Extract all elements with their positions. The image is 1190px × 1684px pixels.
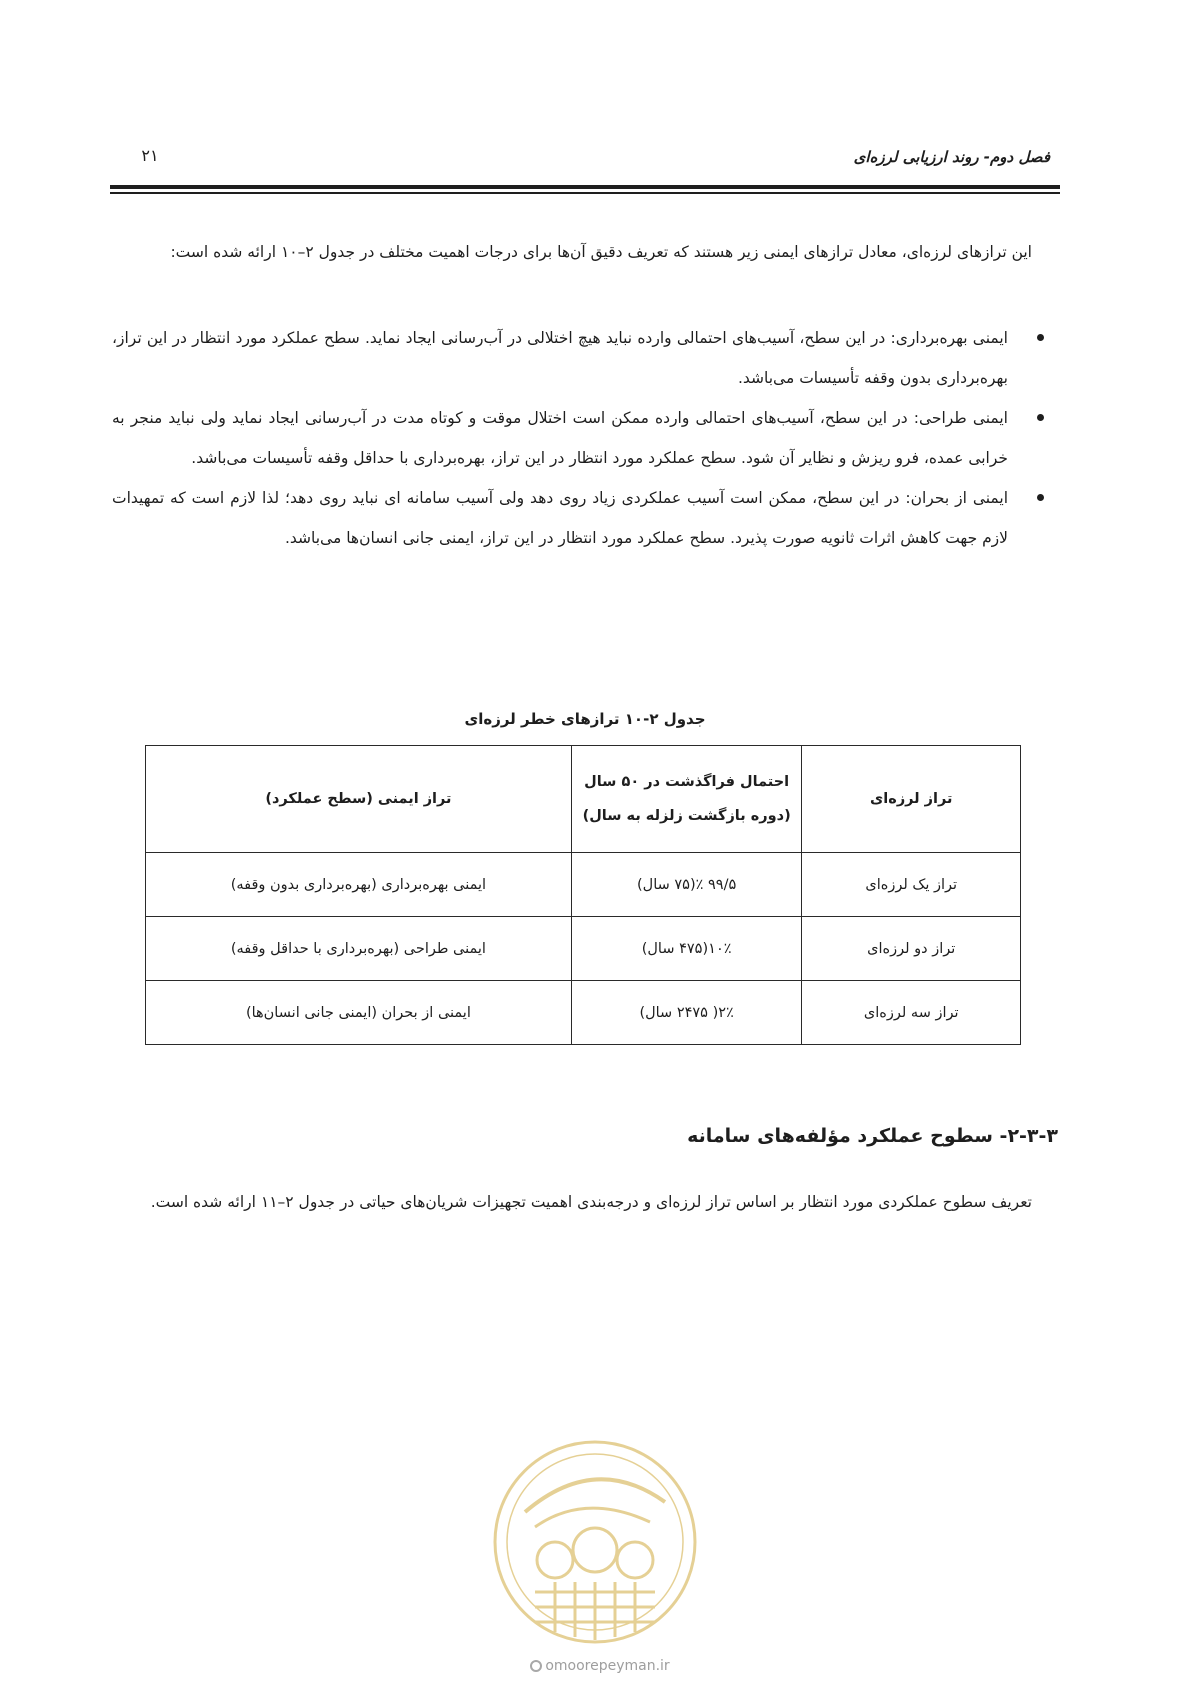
bullet-icon <box>1037 414 1044 421</box>
list-item-text: ایمنی طراحی: در این سطح، آسیب‌های احتمالی وارده ممکن است اختلال موقت و کوتاه مدت در آب‌رسانی ایجاد نماید ولی نباید منجر به خرابی عمده، فرو ریزش و نظایر آن شود. سطح عملکرد مورد انتظار در این تراز، بهره‌برداری با حداقل وقفه تأسیسات می‌باشد. <box>112 409 1008 467</box>
watermark-logo-icon <box>475 1432 715 1652</box>
table-row <box>146 853 1021 917</box>
cell-safety: ایمنی بهره‌برداری (بهره‌برداری بدون وقفه) <box>146 853 572 917</box>
list-item <box>112 478 1058 558</box>
watermark-site-text: omoorepeyman.ir <box>545 1658 670 1674</box>
header-probability <box>571 746 802 853</box>
section-paragraph: تعریف سطوح عملکردی مورد انتظار بر اساس تراز لرزه‌ای و درجه‌بندی اهمیت تجهیزات شریان‌های حیاتی در جدول ۲–۱۱ ارائه شده است. <box>150 1193 1032 1211</box>
header-rule-thin <box>110 192 1060 194</box>
intro-paragraph: این ترازهای لرزه‌ای، معادل ترازهای ایمنی زیر هستند که تعریف دقیق آن‌ها برای درجات اهمیت مختلف در جدول ۲–۱۰ ارائه شده است: <box>170 243 1032 261</box>
globe-icon <box>530 1660 542 1672</box>
cell-safety: ایمنی طراحی (بهره‌برداری با حداقل وقفه) <box>146 917 572 981</box>
cell-level: تراز یک لرزه‌ای <box>802 853 1021 917</box>
cell-level: تراز سه لرزه‌ای <box>802 981 1021 1045</box>
seismic-hazard-table <box>145 745 1021 1045</box>
list-item-text: ایمنی از بحران: در این سطح، ممکن است آسیب عملکردی زیاد روی دهد ولی آسیب سامانه ای نباید روی دهد؛ لذا لازم است که تمهیدات لازم جهت کاهش اثرات ثانویه صورت پذیرد. سطح عملکرد مورد انتظار در این تراز، ایمنی جانی انسان‌ها می‌باشد. <box>112 489 1008 547</box>
page-number: ۲۱ <box>141 146 159 165</box>
header-level: تراز لرزه‌ای <box>802 746 1021 853</box>
cell-level: تراز دو لرزه‌ای <box>802 917 1021 981</box>
watermark-site <box>480 1658 720 1674</box>
cell-probability: ۹۹/۵ ٪(۷۵ سال) <box>571 853 802 917</box>
section-heading: ۲-۳-۳- سطوح عملکرد مؤلفه‌های سامانه <box>687 1125 1058 1147</box>
safety-level-list <box>112 318 1058 558</box>
list-item-text: ایمنی بهره‌برداری: در این سطح، آسیب‌های احتمالی وارده نباید هیچ اختلالی در آب‌رسانی ایجاد نماید. سطح عملکرد مورد انتظار در این تراز، بهره‌برداری بدون وقفه تأسیسات می‌باشد. <box>112 329 1008 387</box>
cell-probability: ۲٪( ۲۴۷۵ سال) <box>571 981 802 1045</box>
cell-probability: ۱۰٪(۴۷۵ سال) <box>571 917 802 981</box>
list-item <box>112 398 1058 478</box>
cell-safety: ایمنی از بحران (ایمنی جانی انسان‌ها) <box>146 981 572 1045</box>
header-safety: تراز ایمنی (سطح عملکرد) <box>146 746 572 853</box>
header-probability-line1: احتمال فراگذشت در ۵۰ سال <box>584 774 790 790</box>
table-header-row <box>146 746 1021 853</box>
list-item <box>112 318 1058 398</box>
table-caption: جدول ۲-۱۰ ترازهای خطر لرزه‌ای <box>464 710 706 728</box>
chapter-title: فصل دوم- روند ارزیابی لرزه‌ای <box>853 148 1050 166</box>
header-rule-thick <box>110 185 1060 189</box>
bullet-icon <box>1037 334 1044 341</box>
header-probability-line2: (دوره بازگشت زلزله به سال) <box>582 808 791 824</box>
bullet-icon <box>1037 494 1044 501</box>
table-row <box>146 917 1021 981</box>
table-row <box>146 981 1021 1045</box>
